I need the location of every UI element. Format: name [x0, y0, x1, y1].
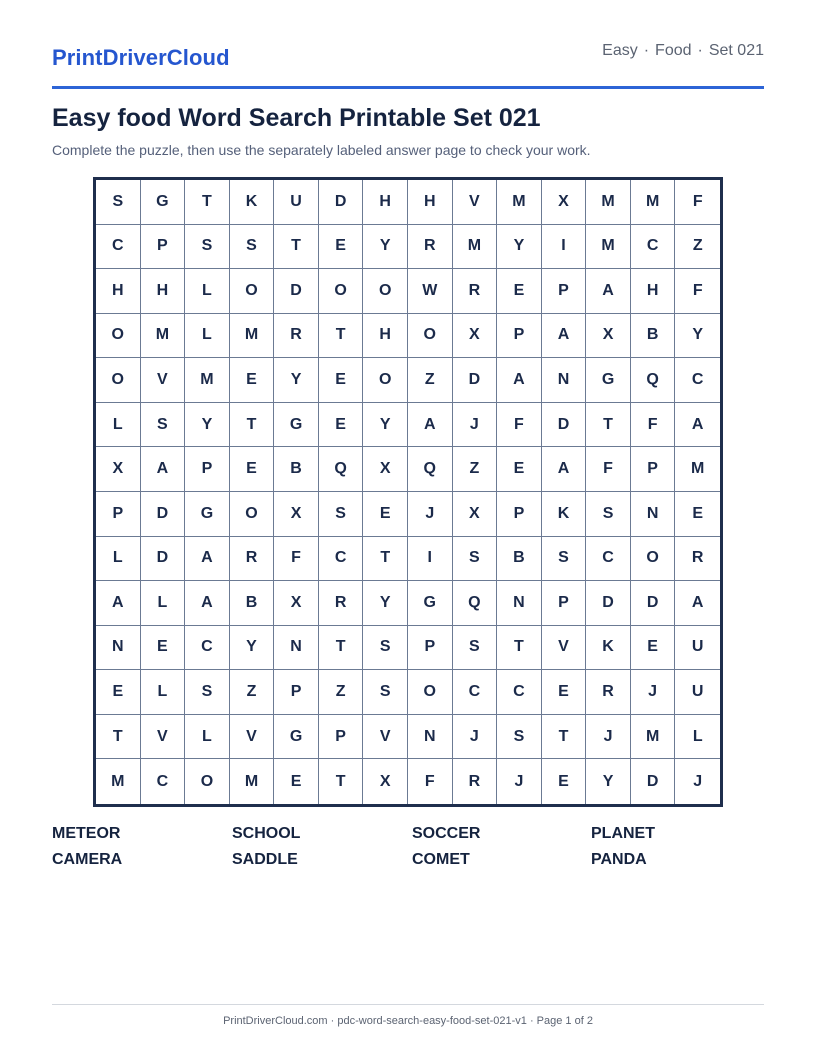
word-list-item: SADDLE — [232, 851, 298, 868]
grid-cell: Y — [363, 225, 408, 270]
grid-cell: E — [497, 269, 542, 314]
grid-cell: L — [141, 670, 186, 715]
grid-cell: E — [319, 358, 364, 403]
grid-cell: T — [274, 225, 319, 270]
grid-cell: E — [675, 492, 720, 537]
grid-cell: Q — [631, 358, 676, 403]
word-list-item: METEOR — [52, 825, 121, 842]
grid-cell: Q — [453, 581, 498, 626]
grid-cell: D — [631, 759, 676, 804]
grid-cell: K — [230, 180, 275, 225]
grid-cell: E — [274, 759, 319, 804]
grid-cell: O — [230, 492, 275, 537]
grid-cell: F — [675, 180, 720, 225]
grid-cell: C — [96, 225, 141, 270]
grid-cell: N — [542, 358, 587, 403]
grid-cell: A — [141, 447, 186, 492]
grid-cell: X — [96, 447, 141, 492]
grid-cell: S — [453, 537, 498, 582]
grid-cell: Z — [453, 447, 498, 492]
grid-cell: S — [185, 225, 230, 270]
grid-cell: C — [675, 358, 720, 403]
grid-cell: J — [408, 492, 453, 537]
grid-cell: Y — [363, 581, 408, 626]
grid-cell: X — [274, 492, 319, 537]
site-header — [52, 38, 764, 89]
grid-cell: R — [453, 269, 498, 314]
grid-cell: T — [96, 715, 141, 760]
grid-cell: C — [185, 626, 230, 671]
grid-cell: P — [497, 492, 542, 537]
grid-cell: L — [96, 403, 141, 448]
grid-cell: C — [319, 537, 364, 582]
word-list-item: PLANET — [591, 825, 655, 842]
grid-cell: X — [586, 314, 631, 359]
breadcrumb-item-difficulty[interactable]: Easy — [602, 42, 638, 59]
grid-cell: M — [497, 180, 542, 225]
grid-cell: A — [497, 358, 542, 403]
grid-cell: M — [96, 759, 141, 804]
grid-cell: V — [542, 626, 587, 671]
grid-cell: P — [319, 715, 364, 760]
grid-cell: B — [230, 581, 275, 626]
grid-cell: J — [693, 772, 703, 790]
grid-cell: S — [586, 492, 631, 537]
grid-cell: Y — [586, 759, 631, 804]
grid-cell: B — [497, 537, 542, 582]
grid-cell: Y — [274, 358, 319, 403]
grid-cell: P — [408, 626, 453, 671]
grid-cell: G — [141, 180, 186, 225]
grid-cell: C — [631, 225, 676, 270]
grid-cell: L — [675, 715, 720, 760]
grid-cell: M — [453, 225, 498, 270]
grid-cell: T — [230, 403, 275, 448]
grid-cell: B — [274, 447, 319, 492]
grid-cell: M — [631, 180, 676, 225]
grid-cell: G — [274, 403, 319, 448]
grid-cell: O — [631, 537, 676, 582]
grid-cell: A — [408, 403, 453, 448]
page-footer: PrintDriverCloud.com · pdc-word-search-easy-food-set-021-v1 · Page 1 of 2 — [52, 1004, 764, 1027]
page-subtitle: Complete the puzzle, then use the separately labeled answer page to check your work. — [52, 142, 591, 158]
grid-cell: G — [586, 358, 631, 403]
grid-cell: L — [141, 581, 186, 626]
grid-cell: S — [319, 492, 364, 537]
grid-cell: W — [408, 269, 453, 314]
word-list-item: COMET — [412, 851, 470, 868]
grid-cell: E — [96, 670, 141, 715]
grid-cell: Z — [230, 670, 275, 715]
grid-cell: E — [141, 626, 186, 671]
grid-cell: P — [542, 269, 587, 314]
grid-cell: F — [497, 403, 542, 448]
grid-cell: Y — [497, 225, 542, 270]
grid-cell: P — [96, 492, 141, 537]
grid-cell: R — [408, 225, 453, 270]
grid-cell: F — [631, 403, 676, 448]
grid-cell: C — [497, 670, 542, 715]
grid-cell: R — [453, 759, 498, 804]
grid-cell: I — [542, 225, 587, 270]
grid-cell: A — [96, 581, 141, 626]
grid-cell: P — [631, 447, 676, 492]
grid-cell: E — [542, 759, 587, 804]
grid-cell: L — [185, 715, 230, 760]
grid-cell: H — [141, 269, 186, 314]
grid-cell: X — [453, 492, 498, 537]
grid-cell: A — [675, 403, 720, 448]
grid-cell: X — [542, 180, 587, 225]
grid-cell: S — [363, 670, 408, 715]
grid-cell: F — [408, 759, 453, 804]
grid-cell: D — [274, 269, 319, 314]
grid-cell: J — [453, 403, 498, 448]
grid-cell: R — [319, 581, 364, 626]
grid-cell: U — [675, 670, 720, 715]
grid-cell: G — [185, 492, 230, 537]
grid-cell: U — [675, 626, 720, 671]
grid-cell: H — [408, 180, 453, 225]
grid-cell: T — [319, 759, 364, 804]
grid-cell: N — [408, 715, 453, 760]
grid-cell: T — [185, 180, 230, 225]
grid-cell: Z — [675, 225, 720, 270]
grid-cell: D — [631, 581, 676, 626]
grid-cell: P — [141, 225, 186, 270]
grid-cell: E — [542, 670, 587, 715]
breadcrumb-separator: · — [643, 42, 650, 59]
grid-cell: O — [408, 670, 453, 715]
grid-cell: C — [586, 537, 631, 582]
grid-cell: Y — [230, 626, 275, 671]
grid-cell: M — [586, 180, 631, 225]
grid-cell: T — [363, 537, 408, 582]
grid-cell: E — [319, 403, 364, 448]
grid-cell: V — [141, 358, 186, 403]
grid-cell: T — [542, 715, 587, 760]
grid-cell: K — [586, 626, 631, 671]
grid-cell: O — [408, 314, 453, 359]
grid-cell: E — [497, 447, 542, 492]
grid-cell: T — [586, 403, 631, 448]
grid-cell: T — [319, 626, 364, 671]
grid-cell: N — [274, 626, 319, 671]
grid-cell: X — [453, 314, 498, 359]
breadcrumb — [602, 42, 764, 60]
grid-cell: H — [363, 180, 408, 225]
grid-cell: A — [542, 447, 587, 492]
grid-cell: X — [363, 759, 408, 804]
grid-cell: J — [497, 759, 542, 804]
grid-cell: Z — [319, 670, 364, 715]
grid-cell: P — [497, 314, 542, 359]
grid-cell: R — [230, 537, 275, 582]
breadcrumb-separator: · — [697, 42, 703, 59]
grid-cell: A — [675, 581, 720, 626]
grid-cell: N — [96, 626, 141, 671]
grid-cell: P — [185, 447, 230, 492]
grid-cell: O — [185, 759, 230, 804]
word-list-item: CAMERA — [52, 851, 123, 868]
word-list-item: SOCCER — [412, 825, 481, 842]
grid-cell: O — [363, 358, 408, 403]
grid-cell: Z — [408, 358, 453, 403]
grid-cell: S — [453, 626, 498, 671]
grid-cell: E — [230, 447, 275, 492]
grid-cell: S — [96, 180, 141, 225]
grid-cell: S — [363, 626, 408, 671]
grid-cell: F — [586, 447, 631, 492]
grid-cell: V — [453, 180, 498, 225]
word-list-item: PANDA — [591, 851, 647, 868]
grid-cell: T — [497, 626, 542, 671]
grid-cell: M — [230, 314, 275, 359]
grid-cell: P — [274, 670, 319, 715]
grid-cell: D — [141, 537, 186, 582]
grid-cell: E — [631, 626, 676, 671]
grid-cell: H — [631, 269, 676, 314]
grid-cell: C — [453, 670, 498, 715]
grid-cell: M — [230, 759, 275, 804]
grid-cell: O — [96, 358, 141, 403]
grid-cell: M — [586, 225, 631, 270]
grid-cell: V — [363, 715, 408, 760]
grid-cell: A — [586, 269, 631, 314]
grid-cell: O — [230, 269, 275, 314]
word-list-item: SCHOOL — [232, 825, 301, 842]
grid-cell: N — [497, 581, 542, 626]
grid-cell: R — [274, 314, 319, 359]
page-title: Easy food Word Search Printable Set 021 — [52, 104, 541, 132]
grid-cell: U — [274, 180, 319, 225]
grid-cell: C — [141, 759, 186, 804]
grid-cell: J — [586, 715, 631, 760]
grid-cell: R — [675, 537, 720, 582]
grid-cell: G — [408, 581, 453, 626]
grid-cell: J — [631, 670, 676, 715]
grid-cell: R — [586, 670, 631, 715]
word-list — [52, 824, 764, 869]
grid-cell: S — [230, 225, 275, 270]
grid-cell: A — [185, 581, 230, 626]
grid-cell: V — [230, 715, 275, 760]
grid-cell: N — [631, 492, 676, 537]
grid-cell: B — [631, 314, 676, 359]
grid-cell: H — [96, 269, 141, 314]
breadcrumb-item-set[interactable]: Set 021 — [708, 42, 764, 59]
grid-cell: M — [185, 358, 230, 403]
grid-cell: H — [363, 314, 408, 359]
grid-cell: F — [274, 537, 319, 582]
grid-cell: Y — [185, 403, 230, 448]
grid-cell: P — [542, 581, 587, 626]
grid-cell: D — [453, 358, 498, 403]
brand-logo[interactable]: PrintDriverCloud — [52, 45, 230, 70]
grid-cell: X — [274, 581, 319, 626]
grid-cell: L — [185, 314, 230, 359]
grid-cell: O — [363, 269, 408, 314]
grid-cell: M — [141, 314, 186, 359]
grid-cell: S — [185, 670, 230, 715]
grid-cell: A — [185, 537, 230, 582]
grid-cell: E — [319, 225, 364, 270]
grid-cell: D — [586, 581, 631, 626]
grid-cell: E — [230, 358, 275, 403]
grid-cell: T — [319, 314, 364, 359]
grid-cell: M — [631, 715, 676, 760]
grid-cell: J — [453, 715, 498, 760]
grid-cell: K — [542, 492, 587, 537]
grid-cell: S — [542, 537, 587, 582]
grid-cell: D — [542, 403, 587, 448]
grid-cell: Q — [319, 447, 364, 492]
grid-cell: Y — [363, 403, 408, 448]
grid-cell: S — [141, 403, 186, 448]
grid-cell: Y — [675, 314, 720, 359]
grid-cell: I — [408, 537, 453, 582]
grid-cell: D — [141, 492, 186, 537]
grid-cell: V — [141, 715, 186, 760]
word-search-grid — [93, 177, 723, 807]
grid-cell: G — [274, 715, 319, 760]
grid-cell: A — [542, 314, 587, 359]
grid-cell: D — [319, 180, 364, 225]
grid-cell: L — [185, 269, 230, 314]
breadcrumb-item-category[interactable]: Food — [655, 42, 692, 59]
grid-cell: S — [497, 715, 542, 760]
grid-cell: X — [363, 447, 408, 492]
grid-cell: L — [96, 537, 141, 582]
grid-cell: F — [675, 269, 720, 314]
grid-cell: E — [363, 492, 408, 537]
grid-cell: Q — [408, 447, 453, 492]
grid-cell: O — [319, 269, 364, 314]
grid-cell: M — [675, 447, 720, 492]
grid-cell: O — [96, 314, 141, 359]
